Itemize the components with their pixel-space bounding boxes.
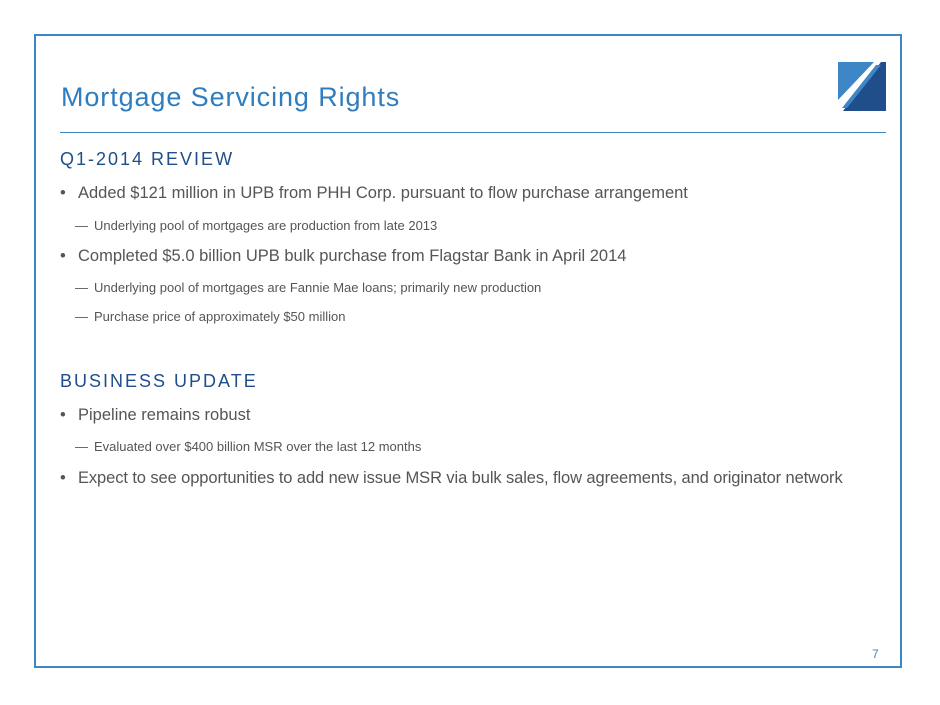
dash-marker: — [75, 218, 88, 233]
title-divider [60, 132, 886, 133]
dash-marker: — [75, 439, 88, 454]
bullet-marker: • [60, 247, 66, 265]
sub-bullet-text: Purchase price of approximately $50 million [94, 309, 346, 324]
slide-frame [34, 34, 902, 668]
bullet-text: Pipeline remains robust [78, 406, 251, 424]
slide-title: Mortgage Servicing Rights [61, 82, 401, 112]
sub-bullet-text: Evaluated over $400 billion MSR over the last 12 months [94, 439, 422, 454]
sub-bullet-item [75, 218, 437, 233]
bullet-marker: • [60, 184, 66, 202]
bullet-item [60, 247, 626, 266]
bullet-text: Expect to see opportunities to add new issue MSR via bulk sales, flow agreements, and originator network [78, 469, 843, 487]
sub-bullet-item [75, 280, 541, 295]
dash-marker: — [75, 309, 88, 324]
sub-bullet-text: Underlying pool of mortgages are production from late 2013 [94, 218, 438, 233]
bullet-item [60, 406, 250, 425]
section-heading-business-update: BUSINESS UPDATE [60, 371, 258, 391]
bullet-text: Added $121 million in UPB from PHH Corp. pursuant to flow purchase arrangement [78, 184, 688, 202]
company-logo-icon [838, 62, 886, 111]
page-number: 7 [872, 647, 879, 661]
sub-bullet-item [75, 439, 421, 454]
bullet-text: Completed $5.0 billion UPB bulk purchase from Flagstar Bank in April 2014 [78, 247, 627, 265]
bullet-item [60, 469, 843, 488]
sub-bullet-text: Underlying pool of mortgages are Fannie Mae loans; primarily new production [94, 280, 542, 295]
bullet-item [60, 184, 688, 203]
section-heading-q1-review: Q1-2014 REVIEW [60, 149, 235, 169]
bullet-marker: • [60, 406, 66, 424]
dash-marker: — [75, 280, 88, 295]
sub-bullet-item [75, 309, 345, 324]
bullet-marker: • [60, 469, 66, 487]
